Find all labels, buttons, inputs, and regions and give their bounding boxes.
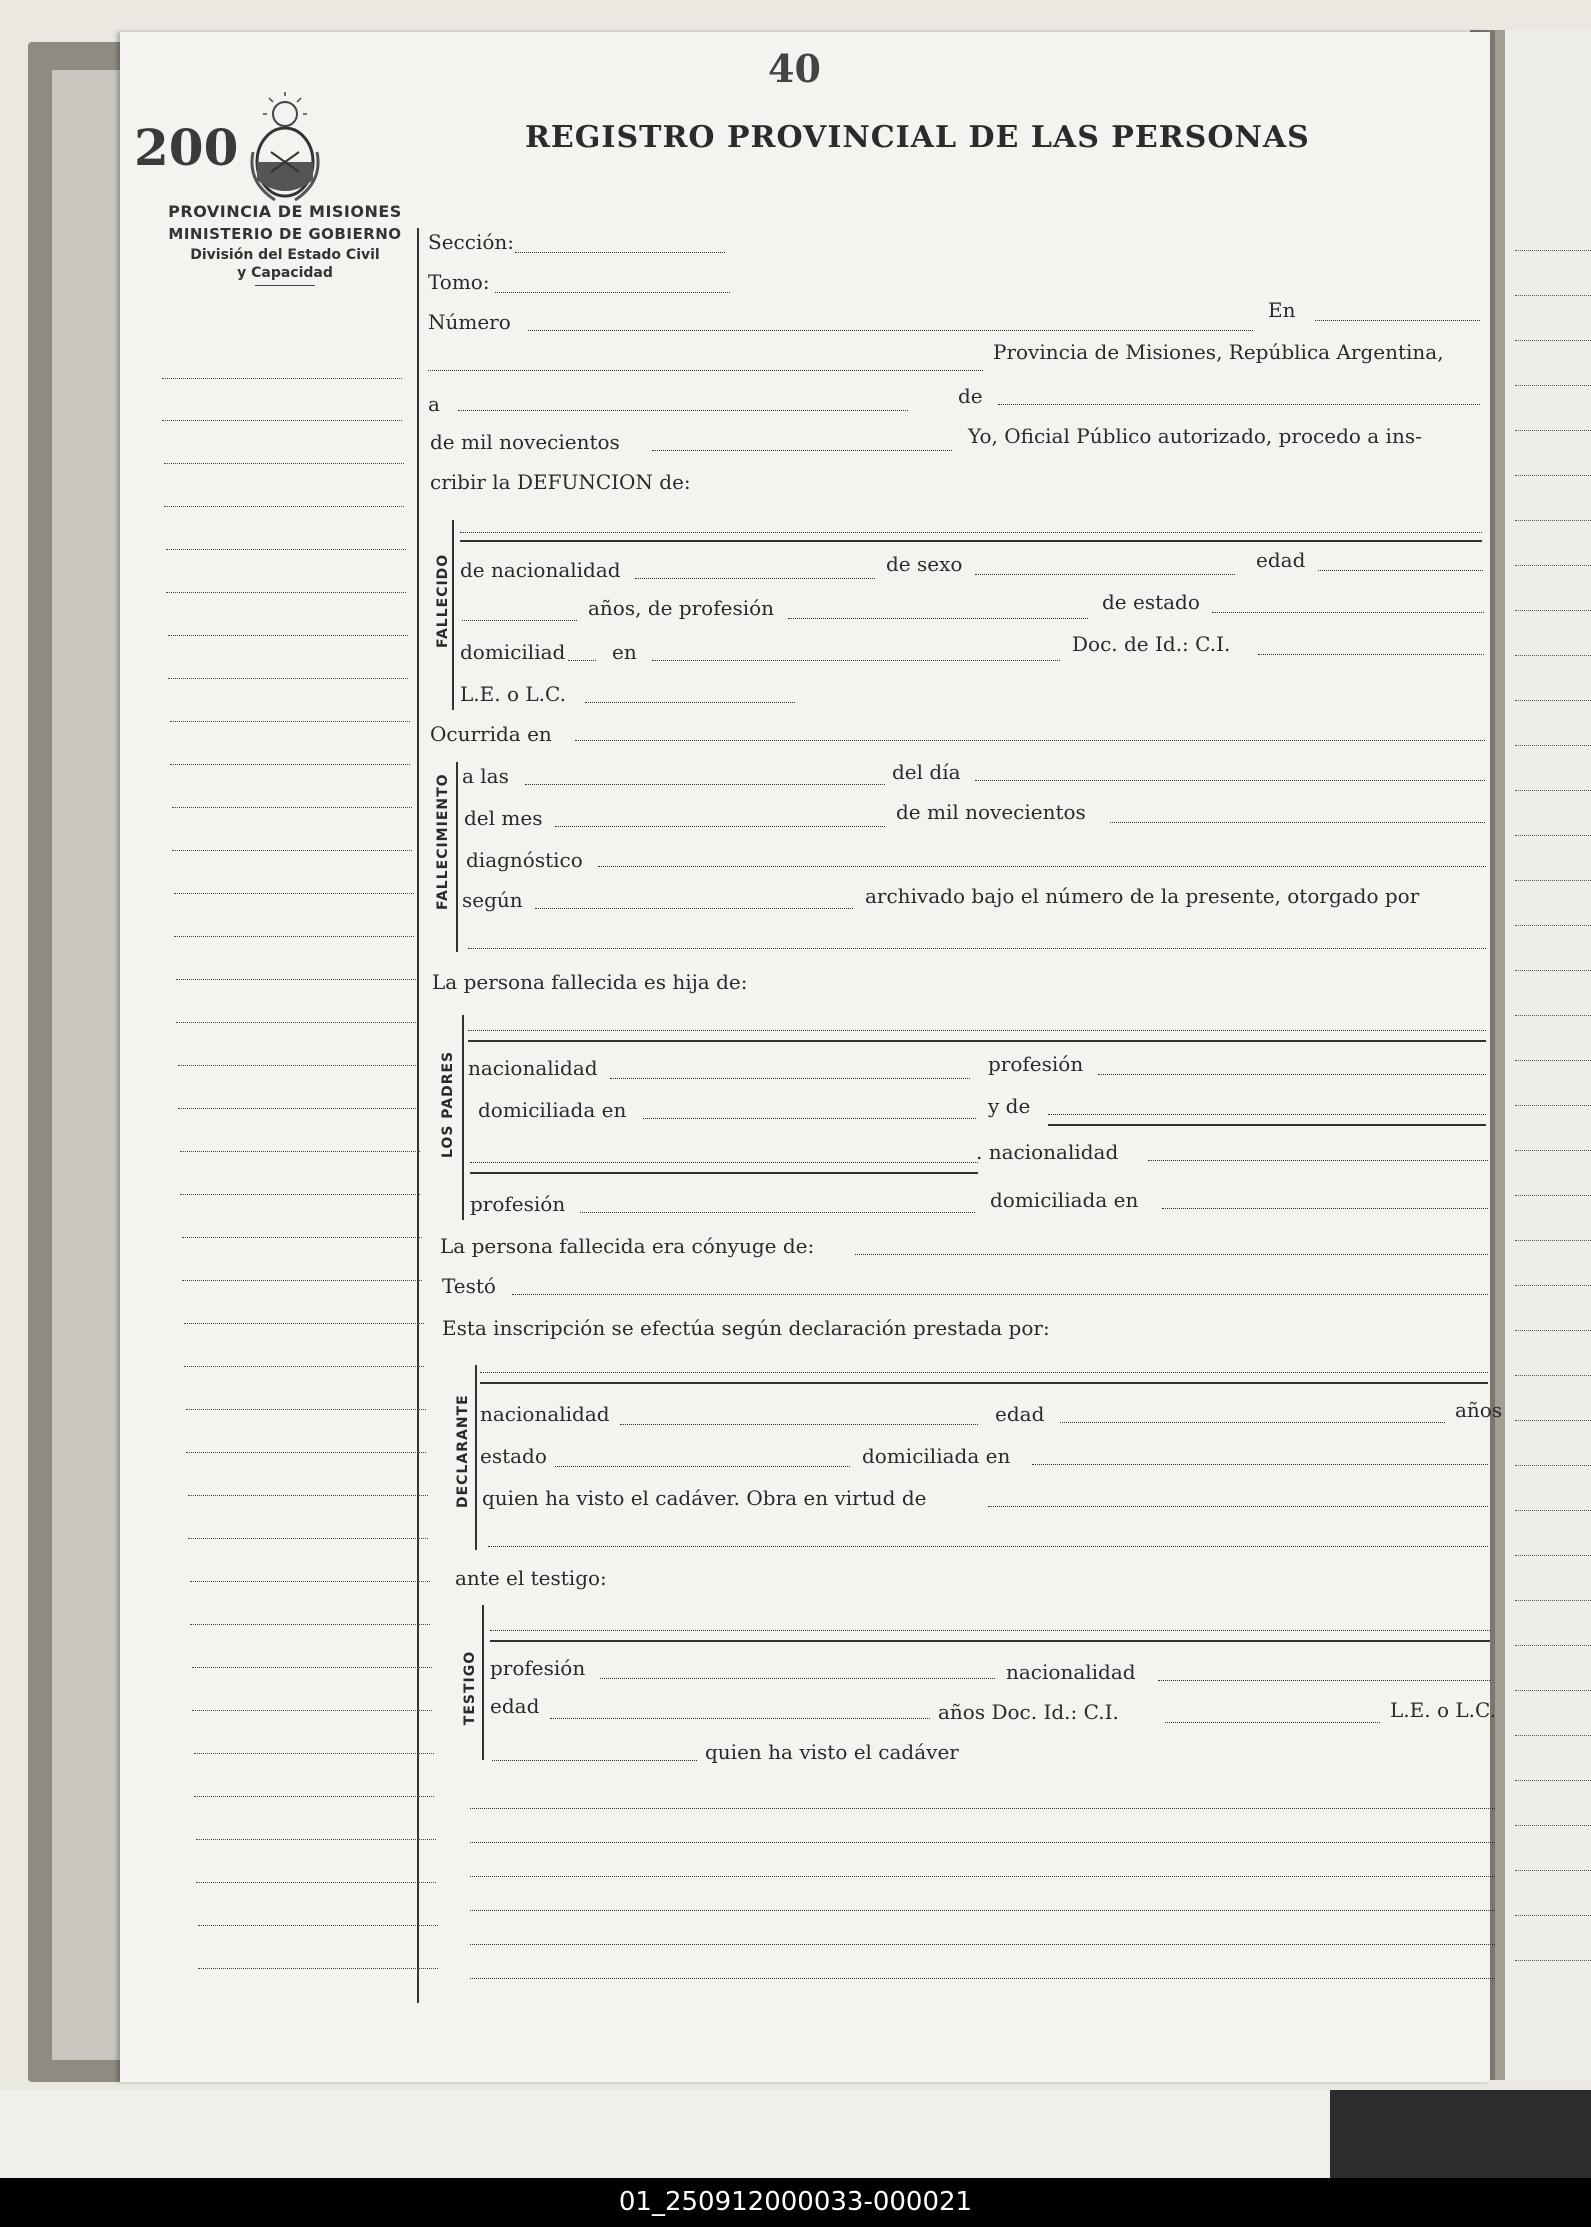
nacionalidad-label: de nacionalidad xyxy=(460,558,621,582)
a-las-label: a las xyxy=(462,764,509,788)
org-province: PROVINCIA DE MISIONES xyxy=(168,202,402,221)
madre-nombre2-rule xyxy=(470,1172,978,1174)
declarante-nacionalidad-field[interactable] xyxy=(620,1424,978,1425)
numero-label: Número xyxy=(428,310,511,334)
testigo-nacionalidad-field[interactable] xyxy=(1158,1680,1490,1681)
facing-line xyxy=(1515,1555,1591,1556)
conyuge-field[interactable] xyxy=(855,1254,1488,1255)
nombre-fallecido-field[interactable] xyxy=(460,532,1482,533)
facing-line xyxy=(1515,970,1591,971)
dia-field[interactable] xyxy=(975,780,1485,781)
margin-line xyxy=(170,764,410,765)
edad-label: edad xyxy=(1256,548,1306,572)
observaciones-line[interactable] xyxy=(470,1842,1495,1843)
margin-line xyxy=(174,893,414,894)
org-division: División del Estado Civil xyxy=(190,247,380,263)
facing-line xyxy=(1515,1150,1591,1151)
testigo-le-lc-label: L.E. o L.C. xyxy=(1390,1698,1496,1722)
sexo-field[interactable] xyxy=(975,574,1235,575)
margin-line xyxy=(194,1796,434,1797)
testigo-profesion-label: profesión xyxy=(490,1656,586,1680)
facing-line xyxy=(1515,1015,1591,1016)
facing-line xyxy=(1515,1645,1591,1646)
profesion-field[interactable] xyxy=(788,618,1088,619)
margin-line xyxy=(198,1968,438,1969)
nombre-fallecido-rule xyxy=(460,540,1482,542)
mes-field[interactable] xyxy=(555,826,885,827)
hija-de-text: La persona fallecida es hija de: xyxy=(432,970,748,994)
de-label: de xyxy=(958,384,983,408)
le-lc-field[interactable] xyxy=(585,702,795,703)
inscribir-text: cribir la DEFUNCION de: xyxy=(430,470,691,494)
margin-line xyxy=(172,850,412,851)
margin-line xyxy=(196,1882,436,1883)
facing-line xyxy=(1515,250,1591,251)
declaracion-text: Esta inscripción se efectúa según declaración prestada por: xyxy=(442,1316,1050,1340)
a-label: a xyxy=(428,392,440,416)
margin-line xyxy=(188,1538,428,1539)
ante-testigo-label: ante el testigo: xyxy=(455,1566,607,1590)
facing-line xyxy=(1515,1285,1591,1286)
facing-line xyxy=(1515,700,1591,701)
margin-line xyxy=(186,1409,426,1410)
mil-novecientos-label: de mil novecientos xyxy=(430,430,620,454)
declarante-nacionalidad-label: nacionalidad xyxy=(480,1402,610,1426)
margin-line xyxy=(186,1452,426,1453)
a-field[interactable] xyxy=(458,410,908,411)
oficial-text: Yo, Oficial Público autorizado, procedo a ins- xyxy=(968,424,1422,448)
del-dia-label: del día xyxy=(892,760,961,784)
seccion-label: Sección: xyxy=(428,230,514,254)
issuing-organization xyxy=(160,202,410,286)
facing-line xyxy=(1515,1735,1591,1736)
padre-nacionalidad-field[interactable] xyxy=(610,1078,970,1079)
nacionalidad-field[interactable] xyxy=(635,578,875,579)
testigo-bracket xyxy=(482,1605,484,1760)
testigo-nombre-field[interactable] xyxy=(490,1630,1490,1631)
facing-line xyxy=(1515,565,1591,566)
declarante-extra-field[interactable] xyxy=(488,1546,1488,1547)
domiciliado-suffix-field[interactable] xyxy=(568,660,596,661)
de-field[interactable] xyxy=(998,404,1480,405)
numero-field[interactable] xyxy=(528,330,1253,331)
archivado-text: archivado bajo el número de la presente, otorgado por xyxy=(865,884,1420,908)
facing-line xyxy=(1515,1375,1591,1376)
facing-line xyxy=(1515,1420,1591,1421)
facing-line xyxy=(1515,835,1591,836)
ocurrida-field[interactable] xyxy=(575,740,1485,741)
tomo-label: Tomo: xyxy=(428,270,490,294)
mil-novecientos-fallec-label: de mil novecientos xyxy=(896,800,1086,824)
declarante-side-label: DECLARANTE xyxy=(455,1394,471,1508)
margin-line xyxy=(178,1108,418,1109)
fallecido-bracket xyxy=(452,520,454,710)
padre-profesion-label: profesión xyxy=(988,1052,1084,1076)
anos-field[interactable] xyxy=(462,620,577,621)
declarante-nombre-field[interactable] xyxy=(480,1372,1488,1373)
observaciones-line[interactable] xyxy=(470,1910,1495,1911)
obra-virtud-field[interactable] xyxy=(988,1506,1488,1507)
testigo-ci-field[interactable] xyxy=(1165,1722,1380,1723)
declarante-estado-label: estado xyxy=(480,1444,547,1468)
testigo-side-label: TESTIGO xyxy=(462,1650,478,1726)
declarante-nombre-rule xyxy=(480,1382,1488,1384)
sexo-label: de sexo xyxy=(886,552,963,576)
facing-line xyxy=(1515,745,1591,746)
padres-side-label: LOS PADRES xyxy=(440,1050,456,1158)
lugar-field[interactable] xyxy=(428,370,983,371)
declarante-visto-text: quien ha visto el cadáver. Obra en virtud de xyxy=(482,1486,927,1510)
facing-line xyxy=(1515,295,1591,296)
margin-line xyxy=(164,463,404,464)
madre-nombre-rule xyxy=(1048,1124,1486,1126)
ocurrida-label: Ocurrida en xyxy=(430,722,552,746)
fallecido-side-label: FALLECIDO xyxy=(435,553,451,648)
testigo-visto-text: quien ha visto el cadáver xyxy=(705,1740,959,1764)
madre-domicilio-field[interactable] xyxy=(1162,1208,1488,1209)
facing-line xyxy=(1515,385,1591,386)
padre-nacionalidad-label: nacionalidad xyxy=(468,1056,598,1080)
margin-line xyxy=(190,1624,430,1625)
facing-page xyxy=(1505,30,1591,2080)
margin-line xyxy=(162,420,402,421)
margin-line xyxy=(196,1839,436,1840)
margin-line xyxy=(192,1667,432,1668)
stamp-number: 200 xyxy=(134,118,239,177)
fallecimiento-bracket xyxy=(456,762,458,952)
facing-line xyxy=(1515,1510,1591,1511)
observaciones-line[interactable] xyxy=(470,1944,1495,1945)
margin-line xyxy=(168,635,408,636)
margin-line xyxy=(192,1710,432,1711)
margin-line xyxy=(188,1495,428,1496)
edad-field[interactable] xyxy=(1318,570,1483,571)
facing-line xyxy=(1515,475,1591,476)
margin-line xyxy=(176,1022,416,1023)
madre-profesion-label: profesión xyxy=(470,1192,566,1216)
page-title: REGISTRO PROVINCIAL DE LAS PERSONAS xyxy=(525,120,1310,155)
seccion-field[interactable] xyxy=(515,252,725,253)
testigo-edad-field[interactable] xyxy=(550,1718,930,1719)
padre-domicilio-field[interactable] xyxy=(643,1118,976,1119)
org-capacity: y Capacidad xyxy=(237,265,333,281)
margin-line xyxy=(180,1194,420,1195)
margin-line xyxy=(170,721,410,722)
margin-line xyxy=(166,592,406,593)
facing-line xyxy=(1515,610,1591,611)
facing-line xyxy=(1515,1465,1591,1466)
testigo-profesion-field[interactable] xyxy=(600,1678,995,1679)
testigo-nombre-rule xyxy=(490,1640,1490,1642)
margin-line xyxy=(168,678,408,679)
padre-profesion-field[interactable] xyxy=(1098,1074,1486,1075)
facing-line xyxy=(1515,430,1591,431)
en-field[interactable] xyxy=(1315,320,1480,321)
margin-line xyxy=(182,1237,422,1238)
margin-line xyxy=(174,936,414,937)
tomo-field[interactable] xyxy=(495,292,730,293)
main-vertical-rule xyxy=(417,228,419,2003)
padre-domicilio-label: domiciliada en xyxy=(478,1098,627,1122)
madre-y-de-label: y de xyxy=(988,1094,1031,1118)
coat-of-arms-icon xyxy=(245,92,325,204)
margin-line xyxy=(162,378,402,379)
observaciones-line[interactable] xyxy=(470,1808,1495,1809)
testigo-visto-field[interactable] xyxy=(492,1760,697,1761)
margin-line xyxy=(184,1323,424,1324)
domicilio-field[interactable] xyxy=(652,660,1060,661)
declarante-domicilio-label: domiciliada en xyxy=(862,1444,1011,1468)
madre-nacionalidad-label: . nacionalidad xyxy=(976,1140,1119,1164)
margin-line xyxy=(176,979,416,980)
facing-line xyxy=(1515,1240,1591,1241)
margin-line xyxy=(184,1366,424,1367)
facing-line xyxy=(1515,1870,1591,1871)
ci-field[interactable] xyxy=(1258,654,1484,655)
facing-line xyxy=(1515,340,1591,341)
shadow-band xyxy=(1330,2090,1591,2178)
testo-label: Testó xyxy=(442,1274,496,1298)
en-label: En xyxy=(1268,298,1296,322)
facing-line xyxy=(1515,1105,1591,1106)
madre-domicilio-label: domiciliada en xyxy=(990,1188,1139,1212)
estado-label: de estado xyxy=(1102,590,1200,614)
margin-line xyxy=(164,506,404,507)
estado-field[interactable] xyxy=(1212,612,1484,613)
facing-line xyxy=(1515,1825,1591,1826)
facing-line xyxy=(1515,790,1591,791)
facing-line xyxy=(1515,1330,1591,1331)
margin-line xyxy=(190,1581,430,1582)
image-caption: 01_250912000033-000021 xyxy=(0,2178,1591,2227)
margin-line xyxy=(178,1065,418,1066)
margin-line xyxy=(180,1151,420,1152)
facing-line xyxy=(1515,1060,1591,1061)
facing-line xyxy=(1515,520,1591,521)
book-spine xyxy=(1495,30,1505,2080)
anos-profesion-label: años, de profesión xyxy=(588,596,775,620)
diagnostico-label: diagnóstico xyxy=(466,848,583,872)
doc-label: Doc. de Id.: C.I. xyxy=(1072,632,1231,656)
madre-nacionalidad-field[interactable] xyxy=(1148,1160,1488,1161)
segun-label: según xyxy=(462,888,523,912)
facing-line xyxy=(1515,880,1591,881)
diagnostico-field[interactable] xyxy=(598,866,1486,867)
del-mes-label: del mes xyxy=(464,806,543,830)
le-lc-label: L.E. o L.C. xyxy=(460,682,566,706)
padres-bracket xyxy=(462,1015,464,1220)
segun-field[interactable] xyxy=(535,908,853,909)
margin-line xyxy=(182,1280,422,1281)
margin-line xyxy=(194,1753,434,1754)
facing-line xyxy=(1515,1915,1591,1916)
hora-field[interactable] xyxy=(525,784,885,785)
facing-line xyxy=(1515,655,1591,656)
org-underline xyxy=(255,285,315,286)
facing-line xyxy=(1515,1780,1591,1781)
declarante-domicilio-field[interactable] xyxy=(1032,1464,1488,1465)
declarante-edad-field[interactable] xyxy=(1060,1422,1445,1423)
declarante-bracket xyxy=(475,1365,477,1550)
ano-field[interactable] xyxy=(652,450,952,451)
conyuge-label: La persona fallecida era cónyuge de: xyxy=(440,1234,815,1258)
testigo-edad-label: edad xyxy=(490,1694,540,1718)
domicilio-en-label: en xyxy=(612,640,637,664)
declarante-edad-label: edad xyxy=(995,1402,1045,1426)
facing-line xyxy=(1515,1195,1591,1196)
margin-line xyxy=(166,549,406,550)
margin-line xyxy=(198,1925,438,1926)
margin-line xyxy=(172,807,412,808)
madre-nombre-field[interactable] xyxy=(1048,1114,1486,1115)
testo-field[interactable] xyxy=(512,1294,1488,1295)
madre-profesion-field[interactable] xyxy=(580,1212,975,1213)
org-ministry: MINISTERIO DE GOBIERNO xyxy=(168,225,402,243)
declarante-estado-field[interactable] xyxy=(555,1466,850,1467)
facing-line xyxy=(1515,1690,1591,1691)
madre-nombre2-field[interactable] xyxy=(470,1162,978,1163)
provincia-text: Provincia de Misiones, República Argentina, xyxy=(993,340,1444,364)
testigo-doc-label: años Doc. Id.: C.I. xyxy=(938,1700,1119,1724)
padre-nombre-rule xyxy=(468,1040,1486,1042)
fallecimiento-side-label: FALLECIMIENTO xyxy=(435,773,451,910)
folio-number: 40 xyxy=(768,46,821,91)
ano-fallec-field[interactable] xyxy=(1110,822,1485,823)
observaciones-line[interactable] xyxy=(470,1978,1495,1979)
otorgado-field[interactable] xyxy=(468,948,1486,949)
domiciliado-label: domiciliad xyxy=(460,640,566,664)
facing-line xyxy=(1515,925,1591,926)
padre-nombre-field[interactable] xyxy=(468,1030,1486,1031)
testigo-nacionalidad-label: nacionalidad xyxy=(1006,1660,1136,1684)
observaciones-line[interactable] xyxy=(470,1876,1495,1877)
facing-line xyxy=(1515,1960,1591,1961)
facing-line xyxy=(1515,1600,1591,1601)
declarante-anos-label: años xyxy=(1455,1398,1503,1422)
